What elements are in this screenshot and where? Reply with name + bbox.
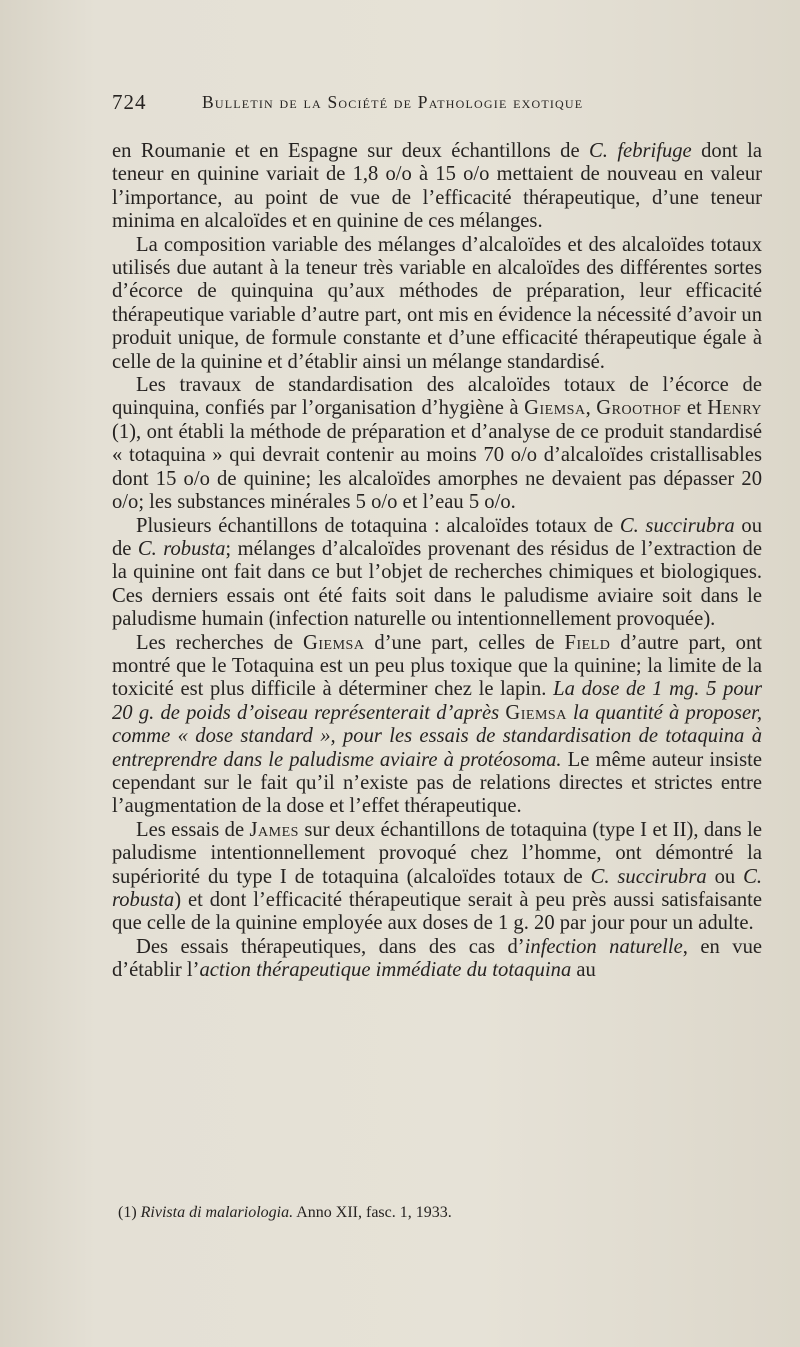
author-name: Giemsa [303, 631, 365, 654]
body-text [112, 140, 762, 983]
author-name: Henry [707, 397, 762, 420]
page-number: 724 [112, 90, 147, 114]
footnote-marker: (1) [118, 1204, 141, 1221]
paragraph-7: Des essais thérapeutiques, dans des cas d’infection naturelle, en vue d’établir l’action thérapeutique immédiate du totaquina au [112, 935, 763, 982]
author-name: Groothof [596, 397, 682, 420]
footnote-journal: Rivista di malariologia. [140, 1204, 294, 1221]
paragraph-4: Plusieurs échantillons de totaquina : alcaloïdes totaux de C. succirubra ou de C. robusta; mélanges d’alcaloïdes provenant des résidus de l’extraction de la quinine ont fait dans ce but l’objet de recherches chimiques et biologiques. Ces derniers essais ont été faits soit dans le paludisme aviaire soit dans le paludisme humain (infection naturelle ou intentionnellement provoquée). [112, 514, 762, 631]
author-name: Giemsa [505, 701, 567, 724]
running-title: Bulletin de la Société de Pathologie exotique [202, 92, 584, 112]
paragraph-6: Les essais de James sur deux échantillons de totaquina (type I et II), dans le paludisme intentionnellement provoqué chez l’homme, ont démontré la supériorité du type I de totaquina (alcaloïdes totaux de C. succirubra ou C. robusta) et dont l’efficacité thérapeutique serait à peu près aussi satisfaisante que celle de la quinine employée aux doses de 1 g. 20 par jour pour un adulte. [112, 818, 762, 935]
author-name: Giemsa [524, 397, 586, 420]
paragraph-1: en Roumanie et en Espagne sur deux échantillons de C. febrifuge dont la teneur en quinine variait de 1,8 o/o à 15 o/o mettaient de nouveau en valeur l’importance, au point de vue de l’efficacité thérapeutique, d’une teneur minima en alcaloïdes et en quinine de ces mélanges. [112, 140, 762, 233]
author-name: James [249, 818, 299, 841]
page-header [112, 90, 762, 120]
author-name: Field [564, 631, 611, 654]
footnote [118, 1204, 758, 1222]
footnote-reference: Anno XII, fasc. 1, 1933. [293, 1204, 452, 1221]
paragraph-3: Les travaux de standardisation des alcaloïdes totaux de l’écorce de quinquina, confiés par l’organisation d’hygiène à Giemsa, Groothof et Henry (1), ont établi la méthode de préparation et d’analyse de ce produit standardisé « totaquina » qui devrait contenir au moins 70 o/o d’alcaloïdes cristallisables dont 15 o/o de quinine; les alcaloïdes amorphes ne devaient pas dépasser 20 o/o; les substances minérales 5 o/o et l’eau 5 o/o. [112, 374, 762, 514]
paragraph-2: La composition variable des mélanges d’alcaloïdes et des alcaloïdes totaux utilisés due autant à la teneur très variable en alcaloïdes des différentes sortes d’écorce de quinquina qu’aux méthodes de préparation, leur efficacité thérapeutique variable d’autre part, ont mis en évidence la nécessité d’avoir un produit unique, de formule constante et d’une efficacité thérapeutique égale à celle de la quinine et d’établir ainsi un mélange standardisé. [112, 233, 762, 373]
paragraph-5: Les recherches de Giemsa d’une part, celles de Field d’autre part, ont montré que le Totaquina est un peu plus toxique que la quinine; la limite de la toxicité est plus difficile à déterminer chez le lapin. La dose de 1 mg. 5 pour 20 g. de poids d’oiseau représenterait d’après Giemsa la quantité à proposer, comme « dose standard », pour les essais de standardisation de totaquina à entreprendre dans le paludisme aviaire à protéosoma. Le même auteur insiste cependant sur le fait qu’il n’existe pas de relations directes et strictes entre l’augmentation de la dose et l’effet thérapeutique. [112, 631, 762, 818]
